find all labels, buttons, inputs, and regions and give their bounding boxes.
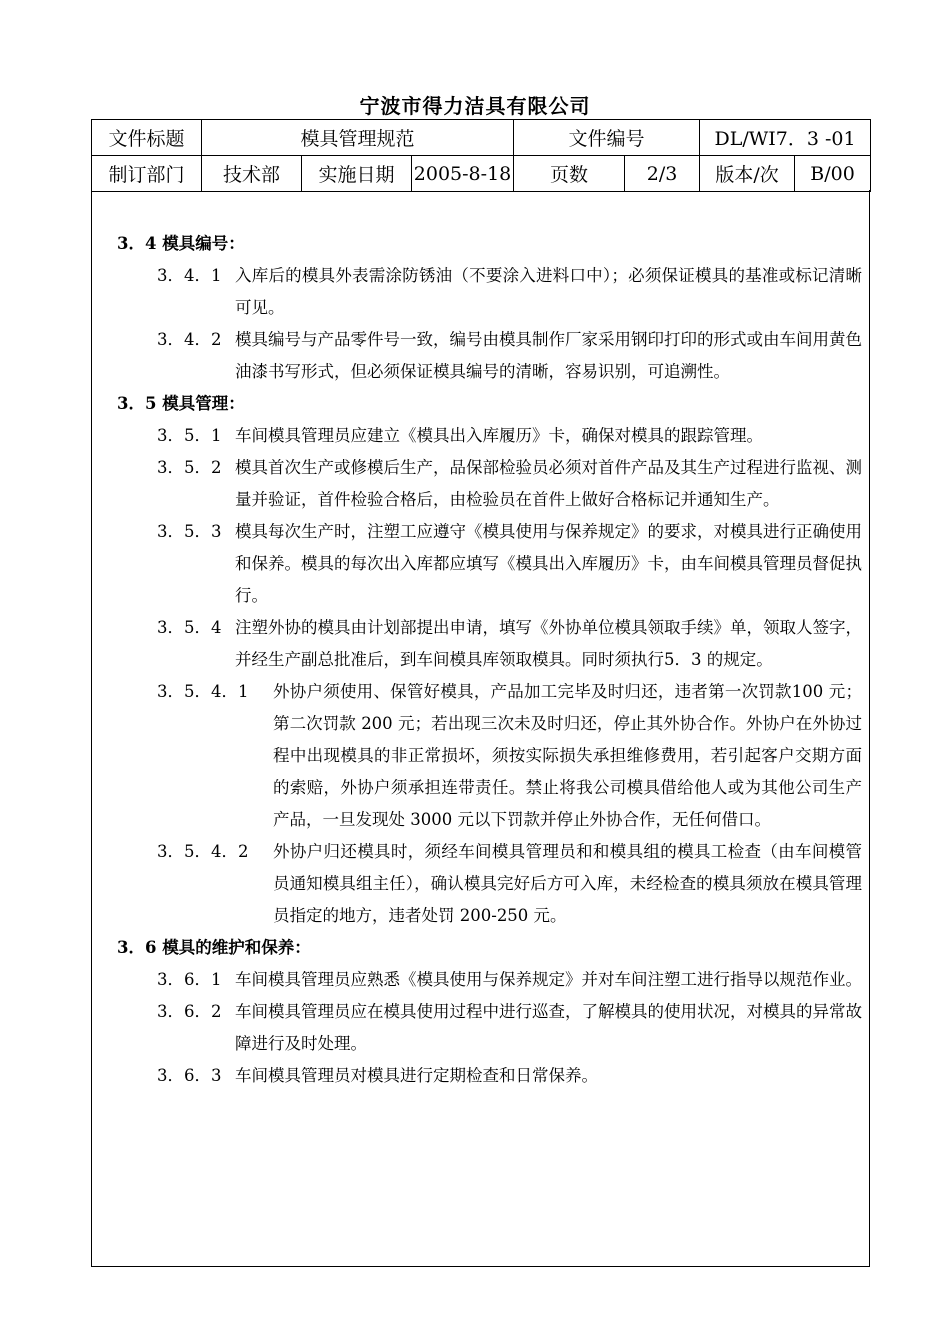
company-name: 宁波市得力洁具有限公司 — [359, 94, 591, 118]
clause-3-5-4-2 — [157, 836, 862, 932]
clause-text: 模具首次生产或修模后生产，品保部检验员必须对首件产品及其生产过程进行监视、测量并验证，首件检验合格后，由检验员在首件上做好合格标记并通知生产。 — [235, 458, 862, 509]
clause-number: 3．6．1 — [157, 970, 222, 989]
clause-number: 3．4．2 — [157, 330, 222, 349]
clause-number: 3．6．3 — [157, 1066, 222, 1085]
section-heading-3-4: 3．4 模具编号： — [117, 234, 245, 253]
date-value: 2005-8-18 — [412, 156, 514, 192]
content-box — [91, 190, 870, 1267]
clause-text: 入库后的模具外表需涂防锈油（不要涂入进料口中）；必须保证模具的基准或标记清晰可见。 — [235, 266, 862, 317]
clause-text: 外协户归还模具时，须经车间模具管理员和和模具组的模具工检查（由车间模管员通知模具组主任），确认模具完好后方可入库，未经检查的模具须放在模具管理员指定的地方，违者处罚 200-250 元。 — [273, 842, 862, 925]
clause-text: 模具编号与产品零件号一致，编号由模具制作厂家采用钢印打印的形式或由车间用黄色油漆书写形式，但必须保证模具编号的清晰，容易识别，可追溯性。 — [235, 330, 862, 381]
clause-number: 3．5．3 — [157, 522, 222, 541]
pages-label: 页数 — [514, 156, 625, 192]
dept-value: 技术部 — [202, 156, 302, 192]
pages-value: 2/3 — [625, 156, 700, 192]
clause-3-6-3 — [157, 1060, 862, 1092]
clause-text: 模具每次生产时，注塑工应遵守《模具使用与保养规定》的要求，对模具进行正确使用和保养。模具的每次出入库都应填写《模具出入库履历》卡，由车间模具管理员督促执行。 — [235, 522, 862, 605]
clause-text: 车间模具管理员应熟悉《模具使用与保养规定》并对车间注塑工进行指导以规范作业。 — [235, 970, 862, 989]
clause-3-4-1 — [157, 260, 862, 324]
section-heading-3-6: 3．6 模具的维护和保养： — [117, 938, 311, 957]
clause-text: 车间模具管理员应在模具使用过程中进行巡查，了解模具的使用状况，对模具的异常故障进行及时处理。 — [235, 1002, 862, 1053]
clause-number: 3．6．2 — [157, 1002, 222, 1021]
clause-number: 3．5．1 — [157, 426, 222, 445]
clause-number: 3．4．1 — [157, 266, 222, 285]
doc-no-value: DL/WI7．3 -01 — [700, 120, 871, 156]
title-value: 模具管理规范 — [202, 120, 514, 156]
body-text — [117, 228, 862, 1092]
clause-3-5-1 — [157, 420, 862, 452]
document-header-table — [91, 119, 871, 192]
clause-text: 车间模具管理员应建立《模具出入库履历》卡，确保对模具的跟踪管理。 — [235, 426, 763, 445]
clause-3-6-2 — [157, 996, 862, 1060]
doc-no-label: 文件编号 — [514, 120, 700, 156]
clause-3-4-2 — [157, 324, 862, 388]
clause-3-5-2 — [157, 452, 862, 516]
date-label: 实施日期 — [302, 156, 412, 192]
clause-number: 3．5．4．1 — [157, 682, 249, 701]
header-row-1 — [92, 120, 871, 156]
clause-number: 3．5．2 — [157, 458, 222, 477]
header-row-2 — [92, 156, 871, 192]
clause-3-5-4 — [157, 612, 862, 676]
clause-text: 车间模具管理员对模具进行定期检查和日常保养。 — [235, 1066, 598, 1085]
clause-number: 3．5．4．2 — [157, 842, 249, 861]
clause-number: 3．5．4 — [157, 618, 222, 637]
version-label: 版本/次 — [700, 156, 795, 192]
section-heading-3-5: 3．5 模具管理： — [117, 394, 245, 413]
version-value: B/00 — [795, 156, 871, 192]
clause-text: 外协户须使用、保管好模具，产品加工完毕及时归还，违者第一次罚款100 元；第二次罚款 200 元；若出现三次未及时归还，停止其外协合作。外协户在外协过程中出现模具的非正常损坏，须按实际损失承担维修费用，若引起客户交期方面的索赔，外协户须承担连带责任。禁止将我公司模具借给他人或为其他公司生产产品，一旦发现处 3000 元以下罚款并停止外协合作，无任何借口。 — [273, 682, 862, 829]
clause-3-6-1 — [157, 964, 862, 996]
dept-label: 制订部门 — [92, 156, 202, 192]
clause-3-5-4-1 — [157, 676, 862, 836]
title-label: 文件标题 — [92, 120, 202, 156]
clause-text: 注塑外协的模具由计划部提出申请，填写《外协单位模具领取手续》单，领取人签字，并经生产副总批准后，到车间模具库领取模具。同时须执行5．3 的规定。 — [235, 618, 862, 669]
clause-3-5-3 — [157, 516, 862, 612]
